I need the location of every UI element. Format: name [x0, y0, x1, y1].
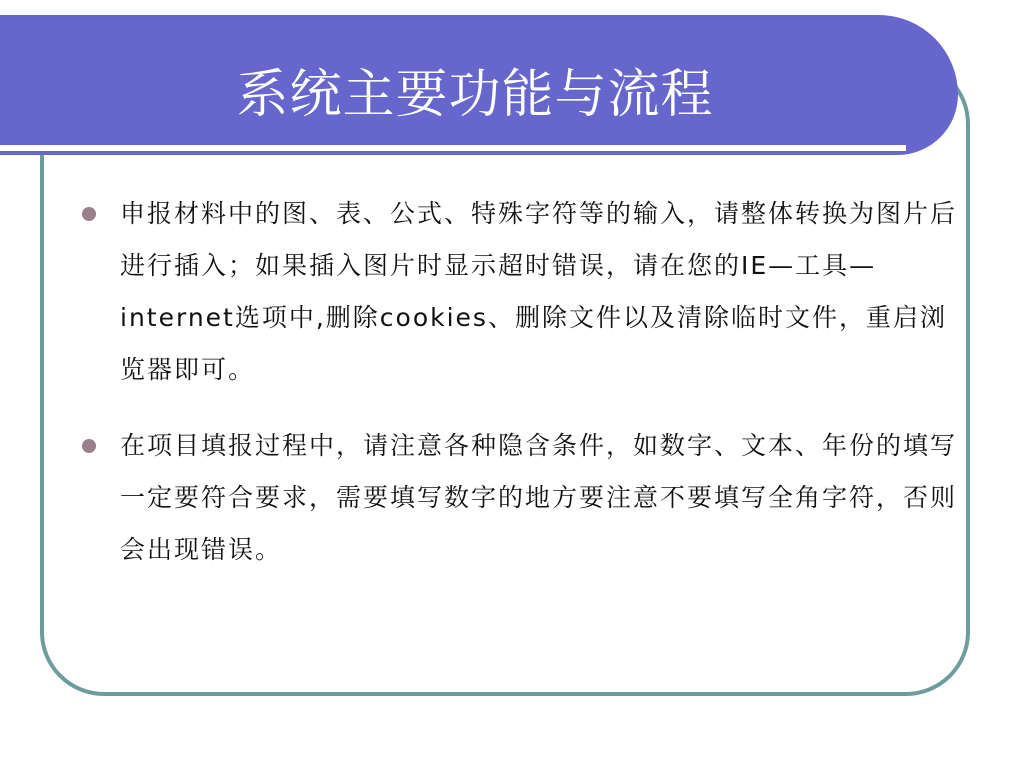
- slide-title: 系统主要功能与流程: [236, 65, 714, 125]
- title-underline: [0, 145, 906, 151]
- bullet-dot-icon: [82, 439, 96, 453]
- bullet-text: 申报材料中的图、表、公式、特殊字符等的输入，请整体转换为图片后进行插入；如果插入图片时显示超时错误，请在您的IE—工具—internet选项中,删除cookies、删除文件以及清除临时文件，重启浏览器即可。: [120, 199, 958, 384]
- bullet-item: [80, 420, 958, 576]
- bullet-dot-icon: [82, 207, 96, 221]
- bullet-item: [80, 188, 958, 396]
- bullet-text: 在项目填报过程中，请注意各种隐含条件，如数字、文本、年份的填写一定要符合要求，需要填写数字的地方要注意不要填写全角字符，否则会出现错误。: [120, 431, 958, 564]
- title-bar: [0, 15, 958, 155]
- bullet-list: [80, 188, 958, 600]
